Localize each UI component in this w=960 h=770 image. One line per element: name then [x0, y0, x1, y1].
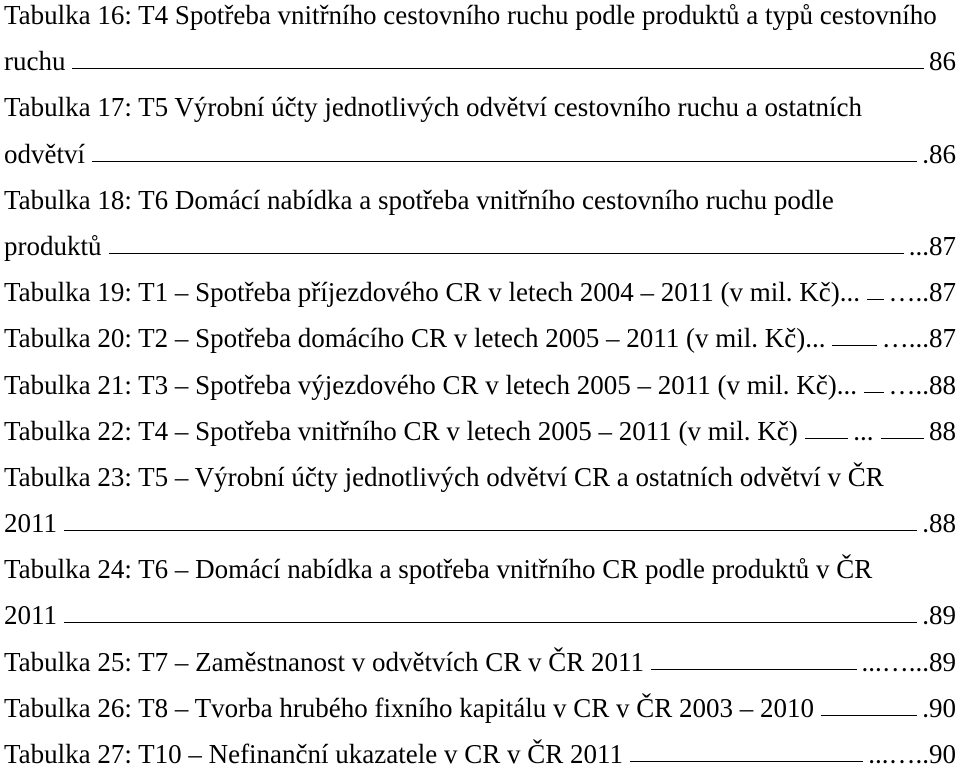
entry-title: Tabulka 27: T10 – Nefinanční ukazatele v CR v ČR 2011: [4, 739, 623, 769]
entry-title: Tabulka 23: T5 – Výrobní účty jednotlivých odvětví CR a ostatních odvětví v ČR: [4, 461, 884, 492]
dot-leader: [630, 739, 863, 762]
dot-leader: [64, 508, 917, 531]
entry-title: ruchu: [4, 46, 66, 77]
entry-title: Tabulka 20: T2 – Spotřeba domácího CR v letech 2005 – 2011 (v mil. Kč)...: [4, 323, 826, 354]
toc-entry: [4, 554, 956, 630]
toc-line: [4, 231, 956, 261]
toc-entry: [4, 647, 956, 677]
toc-entry: [4, 416, 956, 446]
toc-line: [4, 92, 956, 122]
dot-leader: [821, 693, 917, 716]
toc-line: [4, 277, 956, 307]
entry-title: 2011: [4, 600, 57, 631]
toc-line: [4, 508, 956, 538]
page-ref: …..88: [888, 369, 956, 400]
dot-leader: [92, 139, 917, 162]
dot-leader: [867, 277, 884, 300]
toc-line: [4, 0, 956, 30]
toc-line: [4, 370, 956, 400]
toc-entry: [4, 370, 956, 400]
page-ref: …..87: [888, 277, 956, 308]
dot-leader: [72, 46, 924, 69]
page-ref: ...…...89: [861, 646, 956, 677]
dot-leader: [64, 600, 917, 623]
dot-leader: [832, 323, 876, 346]
page-ref: ...…..90: [868, 739, 956, 769]
toc-line: [4, 462, 956, 492]
dot-leader: [881, 416, 925, 439]
entry-title: Tabulka 18: T6 Domácí nabídka a spotřeba vnitřního cestovního ruchu podle: [4, 184, 834, 215]
dot-leader: [651, 647, 856, 670]
entry-title: Tabulka 24: T6 – Domácí nabídka a spotřeba vnitřního CR podle produktů v ČR: [4, 554, 873, 585]
entry-title: odvětví: [4, 138, 85, 169]
page-ref: .89: [922, 600, 956, 631]
page-ref: .86: [922, 138, 956, 169]
toc-entry: [4, 92, 956, 168]
toc-entry: [4, 185, 956, 261]
page-ref: 86: [929, 46, 956, 77]
entry-title: Tabulka 22: T4 – Spotřeba vnitřního CR v letech 2005 – 2011 (v mil. Kč): [4, 415, 798, 446]
toc-line: [4, 416, 956, 446]
entry-title: 2011: [4, 508, 57, 539]
page-ref: ...87: [908, 230, 956, 261]
entry-title: Tabulka 25: T7 – Zaměstnanost v odvětvích CR v ČR 2011: [4, 646, 645, 677]
entry-title: Tabulka 26: T8 – Tvorba hrubého fixního kapitálu v CR v ČR 2003 – 2010: [4, 692, 815, 723]
dot-leader: [805, 416, 849, 439]
leader-dots: ...: [853, 415, 874, 446]
toc-entry: [4, 0, 956, 76]
page-ref: .88: [922, 508, 956, 539]
toc-entry: [4, 693, 956, 723]
toc-entry: [4, 323, 956, 353]
entry-title: produktů: [4, 230, 102, 261]
toc-line: [4, 554, 956, 584]
entry-title: Tabulka 17: T5 Výrobní účty jednotlivých odvětví cestovního ruchu a ostatních: [4, 92, 862, 123]
page-ref: …...87: [881, 323, 956, 354]
list-of-tables: [4, 0, 956, 769]
toc-line: [4, 185, 956, 215]
toc-entry: [4, 739, 956, 769]
toc-line: [4, 323, 956, 353]
page-ref: .90: [922, 692, 956, 723]
toc-entry: [4, 277, 956, 307]
page-ref: 88: [929, 415, 956, 446]
entry-title: Tabulka 19: T1 – Spotřeba příjezdového CR v letech 2004 – 2011 (v mil. Kč)...: [4, 277, 860, 308]
toc-line: [4, 647, 956, 677]
toc-line: [4, 600, 956, 630]
toc-line: [4, 139, 956, 169]
dot-leader: [864, 370, 884, 393]
toc-entry: [4, 462, 956, 538]
toc-line: [4, 739, 956, 769]
toc-line: [4, 693, 956, 723]
entry-title: Tabulka 16: T4 Spotřeba vnitřního cestovního ruchu podle produktů a typů cestovního: [4, 0, 937, 30]
dot-leader: [109, 231, 904, 254]
toc-line: [4, 46, 956, 76]
entry-title: Tabulka 21: T3 – Spotřeba výjezdového CR v letech 2005 – 2011 (v mil. Kč)...: [4, 369, 857, 400]
